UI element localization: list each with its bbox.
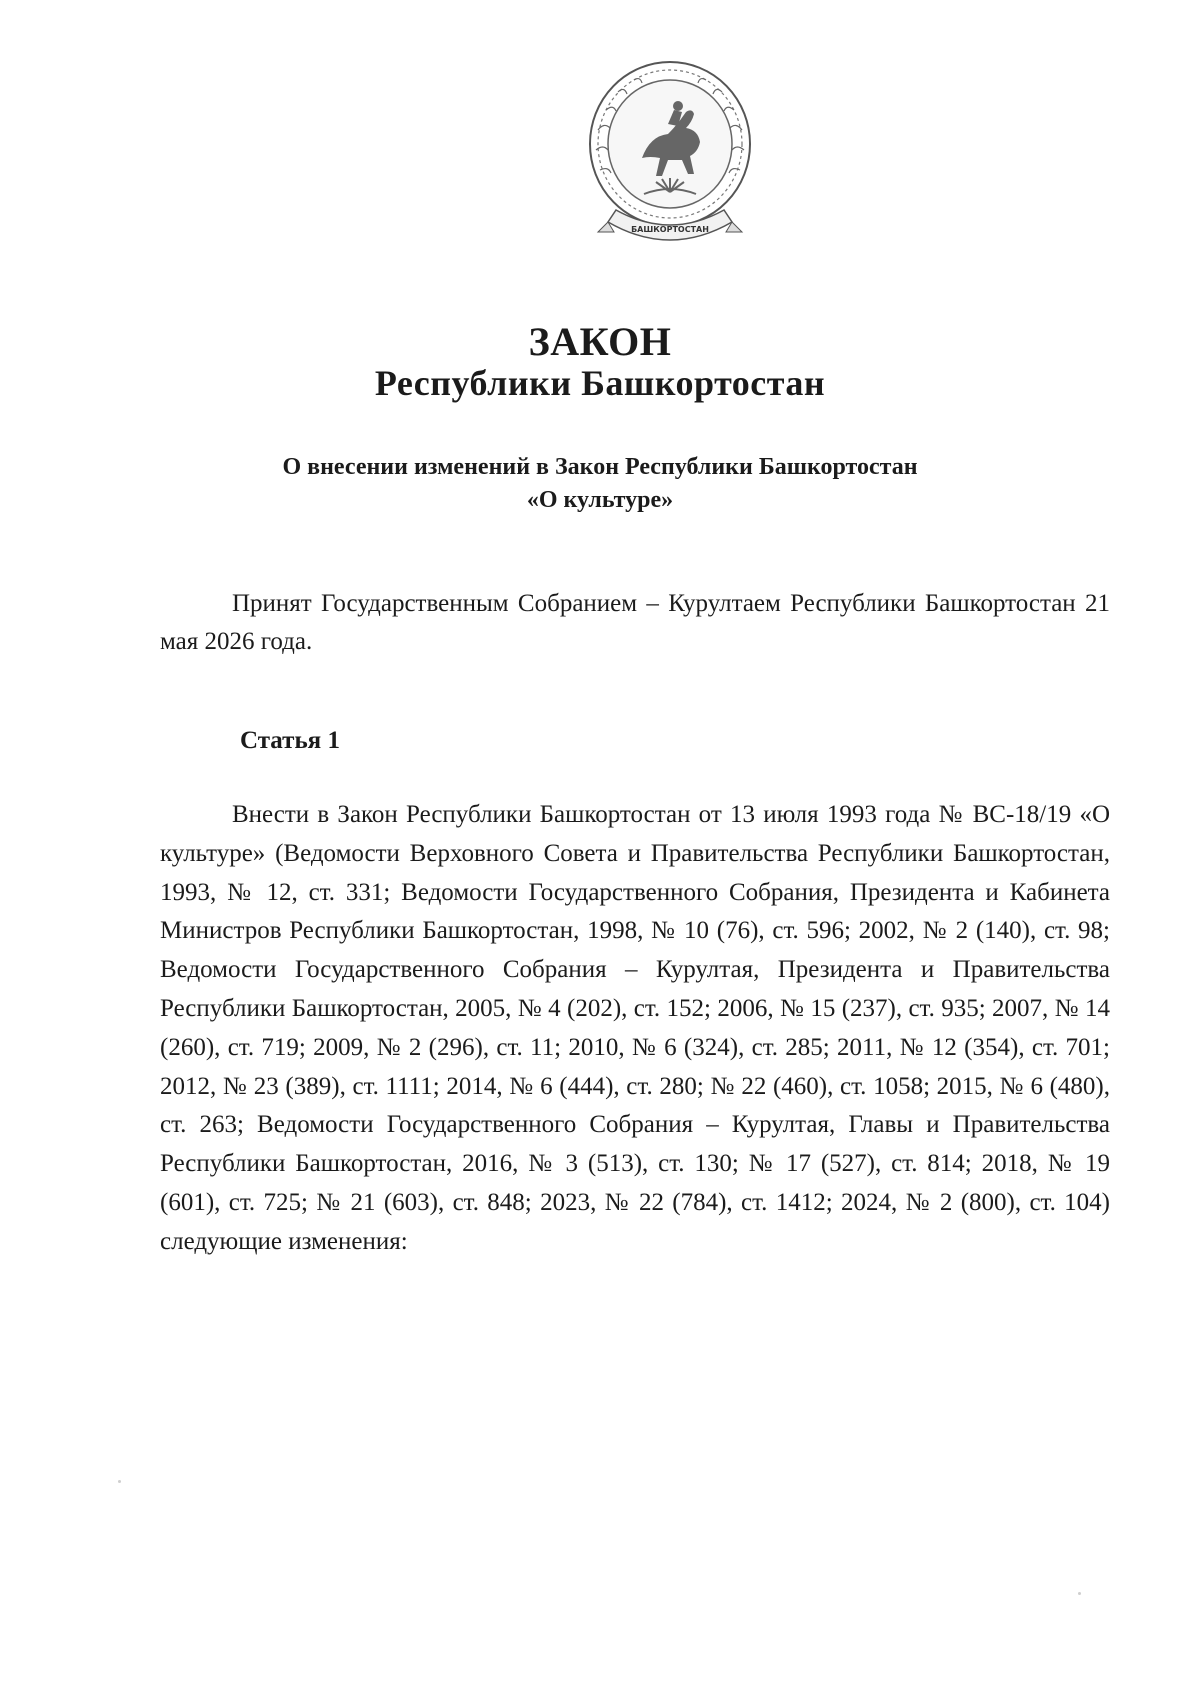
issuer-heading: Республики Башкортостан — [374, 363, 826, 403]
adoption-paragraph — [160, 585, 1110, 660]
article-1-text: Внести в Закон Республики Башкортостан от 13 июля 1993 года № ВС-18/19 «О культуре» (Ведомости Верховного Совета и Правительства Республики Башкортостан, 1993, № 12, ст. 331; Ведомости Государственного Собрания, Президента и Кабинета Министров Республики Башкортостан, 1998, № 10 (76), ст. 596; 2002, № 2 (140), ст. 98; Ведомости Государственного Собрания – Курултая, Президента и Правительства Республики Башкортостан, 2005, № 4 (202), ст. 152; 2006, № 15 (237), ст. 935; 2007, № 14 (260), ст. 719; 2009, № 2 (296), ст. 11; 2010, № 6 (324), ст. 285; 2011, № 12 (354), ст. 701; 2012, № 23 (389), ст. 1111; 2014, № 6 (444), ст. 280; № 22 (460), ст. 1058; 2015, № 6 (480), ст. 263; Ведомости Государственного Собрания – Курултая, Главы и Правительства Республики Башкортостан, 2016, № 3 (513), ст. 130; № 17 (527), ст. 814; 2018, № 19 (601), ст. 725; № 21 (603), ст. 848; 2023, № 22 (784), ст. 1412; 2024, № 2 (800), ст. 104) следующие изменения: — [160, 801, 1110, 1255]
adoption-text: Принят Государственным Собранием – Курултаем Республики Башкортостан 21 мая 2026 года. — [160, 590, 1110, 655]
coat-of-arms-emblem — [582, 60, 758, 250]
law-subject-line-1: О внесении изменений в Закон Республики Башкортостан — [282, 454, 918, 480]
scan-speck — [118, 1480, 121, 1483]
scan-speck — [1078, 1592, 1081, 1595]
document-type-heading: ЗАКОН — [528, 319, 672, 364]
article-1-heading: Статья 1 — [240, 727, 340, 754]
emblem-caption: БАШКОРТОСТАН — [631, 225, 709, 234]
article-1-paragraph — [160, 796, 1110, 1262]
law-subject-line-2: «О культуре» — [526, 487, 674, 513]
